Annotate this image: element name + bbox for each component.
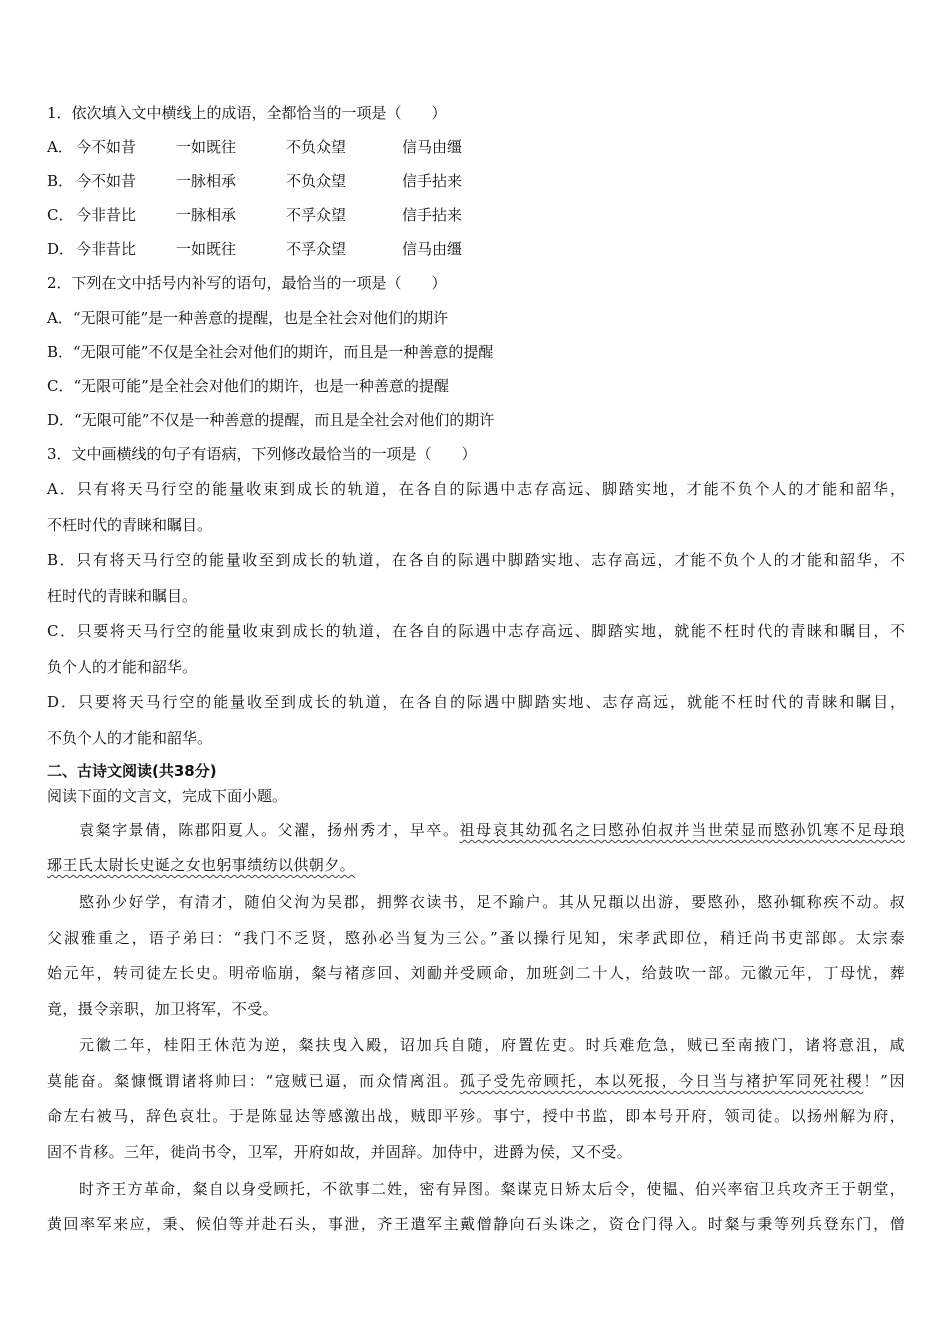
passage-p3-line3: 命左右被马，辞色哀壮。于是陈显达等感激出战，贼即平殄。事宁，授中书监，即本号开府，领司徒。以扬州解为府， xyxy=(47,1107,905,1125)
passage-p2-line1: 愍孙少好学，有清才，随伯父洵为吴郡，拥弊衣读书，足不踰户。其从兄頵以出游，要愍孙，愍孙辄称疾不动。叔 xyxy=(79,893,905,911)
option-label: C． xyxy=(47,206,74,224)
passage-p2-line4: 竟，摄令亲职，加卫将军，不受。 xyxy=(47,1000,279,1018)
option-word: 今不如昔 xyxy=(76,138,137,156)
q2-option-c[interactable]: C．“无限可能”是全社会对他们的期许，也是一种善意的提醒 xyxy=(47,377,449,395)
option-word: 信手拈来 xyxy=(402,206,463,224)
option-word: 一如既往 xyxy=(176,240,237,258)
passage-p1-line1 xyxy=(79,820,905,840)
passage-text: 袁粲字景倩，陈郡阳夏人。父濯，扬州秀才，早卒。 xyxy=(79,821,460,839)
option-word: 信手拈来 xyxy=(402,172,463,190)
option-word: 一脉相承 xyxy=(176,172,237,190)
q3-option-c-line2[interactable]: 负个人的才能和韶华。 xyxy=(47,658,198,676)
option-label: B． xyxy=(47,172,74,190)
option-word: 信马由缰 xyxy=(402,240,463,258)
passage-p4-line2: 黄回率军来应，秉、候伯等并赴石头，事泄，齐王遣军主戴僧静向石头诛之，资仓门得入。时粲与秉等列兵登东门，僧 xyxy=(47,1215,905,1233)
passage-p2-line2: 父淑雅重之，语子弟曰：“我门不乏贤，愍孙必当复为三公。”蚤以操行见知，宋孝武即位，稍迁尚书吏部郎。太宗泰 xyxy=(47,929,905,947)
question-2-stem: 2．下列在文中括号内补写的语句，最恰当的一项是（ ） xyxy=(47,274,447,292)
option-word: 不负众望 xyxy=(286,138,347,156)
q3-option-a-line1[interactable]: A．只有将天马行空的能量收束到成长的轨道，在各自的际遇中志存高远、脚踏实地，才能不负个人的才能和韶华， xyxy=(47,480,905,498)
q1-option-d[interactable] xyxy=(47,239,547,259)
q2-option-b[interactable]: B．“无限可能”不仅是全社会对他们的期许，而且是一种善意的提醒 xyxy=(47,343,494,361)
passage-text: 莫能奋。粲慷慨谓诸将帅曰：“寇贼已逼，而众情离沮。 xyxy=(47,1072,460,1090)
q3-option-a-line2[interactable]: 不枉时代的青睐和瞩目。 xyxy=(47,516,213,534)
option-word: 一脉相承 xyxy=(176,206,237,224)
q3-option-d-line2[interactable]: 不负个人的才能和韶华。 xyxy=(47,729,213,747)
passage-text: 。 xyxy=(339,856,356,874)
q1-option-c[interactable] xyxy=(47,205,547,225)
q3-option-b-line2[interactable]: 枉时代的青睐和瞩目。 xyxy=(47,587,198,605)
option-word: 一如既往 xyxy=(176,138,237,156)
q2-option-d[interactable]: D．“无限可能”不仅是一种善意的提醒，而且是全社会对他们的期许 xyxy=(47,411,495,429)
section-heading: 二、古诗文阅读(共38分) xyxy=(47,762,217,780)
wavy-underlined-text: 孤子受先帝顾托，本以死报，今日当与褚护军同死社稷 xyxy=(459,1072,864,1090)
option-word: 今不如昔 xyxy=(76,172,137,190)
passage-text: ！”因 xyxy=(863,1072,905,1090)
option-label: A． xyxy=(47,138,73,156)
section-instruction: 阅读下面的文言文，完成下面小题。 xyxy=(47,787,288,805)
q1-option-b[interactable] xyxy=(47,171,547,191)
option-word: 今非昔比 xyxy=(76,240,137,258)
q3-option-b-line1[interactable]: B．只有将天马行空的能量收至到成长的轨道，在各自的际遇中脚踏实地、志存高远，才能不负个人的才能和韶华，不 xyxy=(47,551,905,569)
passage-p3-line2 xyxy=(47,1071,905,1091)
option-word: 不负众望 xyxy=(286,172,347,190)
q3-option-d-line1[interactable]: D．只要将天马行空的能量收至到成长的轨道，在各自的际遇中脚踏实地、志存高远，就能不枉时代的青睐和瞩目， xyxy=(47,693,905,711)
question-1-stem: 1．依次填入文中横线上的成语，全都恰当的一项是（ ） xyxy=(47,104,447,122)
passage-p2-line3: 始元年，转司徒左长史。明帝临崩，粲与褚彦回、刘勔并受顾命，加班剑二十人，给鼓吹一部。元徽元年，丁母忧，葬 xyxy=(47,964,905,982)
q1-option-a[interactable] xyxy=(47,137,547,157)
option-word: 不孚众望 xyxy=(286,240,347,258)
option-word: 信马由缰 xyxy=(402,138,463,156)
q3-option-c-line1[interactable]: C．只要将天马行空的能量收束到成长的轨道，在各自的际遇中志存高远、脚踏实地，就能不枉时代的青睐和瞩目，不 xyxy=(47,622,905,640)
passage-p4-line1: 时齐王方革命，粲自以身受顾托，不欲事二姓，密有异图。粲谋克日矫太后令，使韫、伯兴率宿卫兵攻齐王于朝堂， xyxy=(79,1180,905,1198)
wavy-underlined-text: 琊王氏太尉长史诞之女也躬事绩纺以供朝夕 xyxy=(47,856,340,874)
option-label: D． xyxy=(47,240,75,258)
q2-option-a[interactable]: A．“无限可能”是一种善意的提醒，也是全社会对他们的期许 xyxy=(47,309,449,327)
passage-p3-line1: 元徽二年，桂阳王休范为逆，粲扶曳入殿，诏加兵自随，府置佐吏。时兵难危急，贼已至南掖门，诸将意沮，咸 xyxy=(79,1036,905,1054)
option-word: 不孚众望 xyxy=(286,206,347,224)
question-3-stem: 3．文中画横线的句子有语病，下列修改最恰当的一项是（ ） xyxy=(47,445,477,463)
passage-p3-line4: 固不肯移。三年，徙尚书令，卫军，开府如故，并固辞。加侍中，进爵为侯，又不受。 xyxy=(47,1143,633,1161)
wavy-underlined-text: 祖母哀其幼孤名之曰愍孙伯叔并当世荣显而愍孙饥寒不足母琅 xyxy=(459,821,905,839)
passage-p1-line2 xyxy=(47,855,905,875)
option-word: 今非昔比 xyxy=(76,206,137,224)
